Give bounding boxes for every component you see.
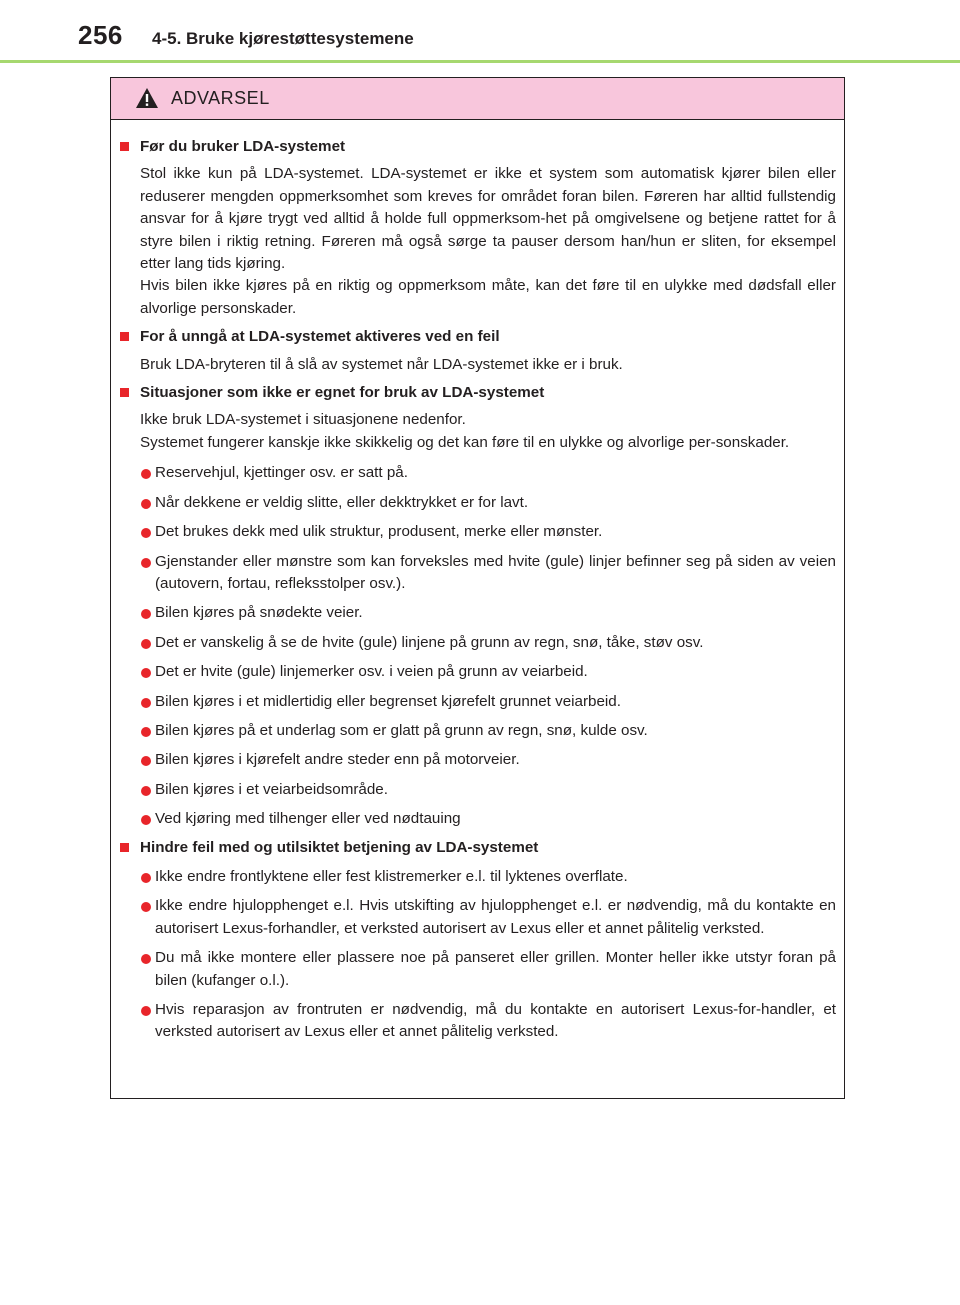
bullet-text: Bilen kjøres i et veiarbeidsområde. (155, 780, 388, 798)
paragraph: Systemet fungerer kanskje ikke skikkelig og det kan føre til en ulykke og alvorlige per-sonskader. (140, 433, 790, 451)
bullet-item (118, 492, 836, 514)
round-bullet-icon (141, 786, 151, 796)
section-heading (118, 837, 836, 859)
bullet-item (118, 691, 836, 713)
section-heading-text: For å unngå at LDA-systemet aktiveres ved en feil (140, 328, 500, 346)
bullet-item (118, 866, 836, 888)
bullet-item (118, 602, 836, 624)
round-bullet-icon (141, 639, 151, 649)
round-bullet-icon (141, 698, 151, 708)
section-paragraphs (118, 354, 836, 376)
bullet-text: Bilen kjøres i kjørefelt andre steder enn på motorveier. (155, 751, 520, 769)
paragraph: Bruk LDA-bryteren til å slå av systemet når LDA-systemet ikke er i bruk. (140, 355, 623, 373)
bullet-list (118, 462, 836, 830)
round-bullet-icon (141, 609, 151, 619)
round-bullet-icon (141, 756, 151, 766)
paragraph: Hvis bilen ikke kjøres på en riktig og oppmerksom måte, kan det føre til en ulykke med dødsfall eller alvorlige personskader. (140, 277, 836, 317)
bullet-text: Reservehjul, kjettinger osv. er satt på. (155, 464, 408, 482)
bullet-text: Ikke endre frontlyktene eller fest klistremerker e.l. til lyktenes overflate. (155, 867, 628, 885)
bullet-item (118, 720, 836, 742)
bullet-text: Det brukes dekk med ulik struktur, produsent, merke eller mønster. (155, 523, 603, 541)
bullet-item (118, 999, 836, 1044)
square-bullet-icon (120, 142, 129, 151)
bullet-item (118, 521, 836, 543)
round-bullet-icon (141, 873, 151, 883)
paragraph: Stol ikke kun på LDA-systemet. LDA-systemet er ikke et system som automatisk kjører bilen eller reduserer mengden oppmerksomhet som kreves for området foran bilen. Føreren har alltid fullstendig ansvar for å kjøre trygt ved alltid å holde full oppmerksom-het på omgivelsene og betjene rattet for å styre bilen i riktig retning. Føreren må også sørge ta pauser dersom han/hun er sliten, for eksempel etter lang tids kjøring. (140, 165, 836, 273)
section-heading-text: Situasjoner som ikke er egnet for bruk av LDA-systemet (140, 384, 545, 402)
round-bullet-icon (141, 668, 151, 678)
page-number: 256 (78, 20, 123, 50)
warning-section (118, 136, 836, 320)
bullet-text: Bilen kjøres på snødekte veier. (155, 604, 363, 622)
warning-title: ADVARSEL (171, 88, 270, 108)
section-heading-text: Før du bruker LDA-systemet (140, 138, 346, 155)
square-bullet-icon (120, 843, 129, 852)
round-bullet-icon (141, 1006, 151, 1016)
warning-triangle-icon (135, 87, 159, 109)
bullet-item (118, 895, 836, 940)
warning-box (110, 77, 845, 1099)
paragraph: Ikke bruk LDA-systemet i situasjonene nedenfor. (140, 411, 466, 429)
bullet-item (118, 749, 836, 771)
section-heading-text: Hindre feil med og utilsiktet betjening av LDA-systemet (140, 838, 539, 856)
bullet-item (118, 661, 836, 683)
warning-section (118, 382, 836, 831)
round-bullet-icon (141, 558, 151, 568)
bullet-text: Hvis reparasjon av frontruten er nødvendig, må du kontakte en autorisert Lexus-for-handler, et verksted autorisert av Lexus eller et annet pålitelig verksted. (155, 1001, 836, 1041)
bullet-text: Når dekkene er veldig slitte, eller dekktrykket er for lavt. (155, 493, 529, 511)
bullet-item (118, 462, 836, 484)
section-paragraphs (118, 409, 836, 454)
round-bullet-icon (141, 902, 151, 912)
warning-header (111, 78, 844, 120)
square-bullet-icon (120, 388, 129, 397)
bullet-item (118, 551, 836, 596)
page-header (0, 0, 960, 64)
round-bullet-icon (141, 815, 151, 825)
section-paragraphs (118, 163, 836, 320)
bullet-text: Det er vanskelig å se de hvite (gule) linjene på grunn av regn, snø, tåke, støv osv. (155, 633, 704, 651)
bullet-list (118, 866, 836, 1044)
section-heading (118, 326, 836, 348)
round-bullet-icon (141, 727, 151, 737)
bullet-item (118, 947, 836, 992)
chapter-title: 4-5. Bruke kjørestøttesystemene (152, 29, 414, 48)
bullet-item (118, 632, 836, 654)
bullet-text: Ikke endre hjulopphenget e.l. Hvis utskifting av hjulopphenget e.l. er nødvendig, må du kontakte en autorisert Lexus-forhandler, et verksted autorisert av Lexus eller et annet pålitelig verksted. (155, 897, 836, 937)
header-divider (0, 60, 960, 63)
bullet-item (118, 779, 836, 801)
square-bullet-icon (120, 332, 129, 341)
warning-section (118, 326, 836, 376)
bullet-text: Ved kjøring med tilhenger eller ved nødtauing (155, 810, 461, 828)
warning-body (111, 120, 844, 1044)
round-bullet-icon (141, 499, 151, 509)
warning-section (118, 837, 836, 1044)
bullet-item (118, 808, 836, 830)
round-bullet-icon (141, 469, 151, 479)
round-bullet-icon (141, 528, 151, 538)
bullet-text: Det er hvite (gule) linjemerker osv. i veien på grunn av veiarbeid. (155, 663, 588, 681)
bullet-text: Bilen kjøres i et midlertidig eller begrenset kjørefelt grunnet veiarbeid. (155, 692, 621, 710)
section-heading (118, 136, 836, 158)
bullet-text: Bilen kjøres på et underlag som er glatt på grunn av regn, snø, kulde osv. (155, 721, 648, 739)
section-heading (118, 382, 836, 404)
bullet-text: Du må ikke montere eller plassere noe på panseret eller grillen. Monter heller ikke utstyr foran på bilen (kufanger o.l.). (155, 949, 836, 989)
round-bullet-icon (141, 954, 151, 964)
bullet-text: Gjenstander eller mønstre som kan forveksles med hvite (gule) linjer befinner seg på siden av veien (autovern, fortau, refleksstolper osv.). (155, 552, 836, 592)
